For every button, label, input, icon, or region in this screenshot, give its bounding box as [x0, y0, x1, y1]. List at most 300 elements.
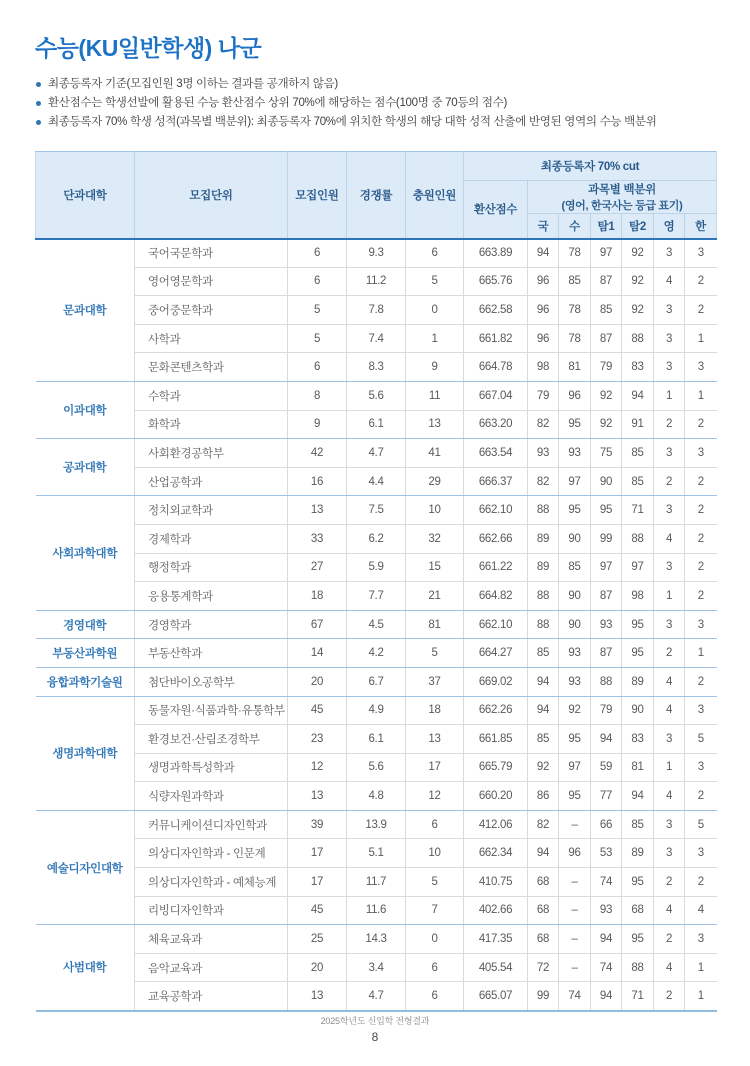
value-cell: 2 — [685, 868, 717, 897]
value-cell: – — [559, 953, 591, 982]
value-cell: 13.9 — [347, 810, 406, 839]
value-cell: 4.8 — [347, 782, 406, 811]
value-cell: 13 — [288, 782, 347, 811]
value-cell: 72 — [528, 953, 559, 982]
value-cell: 94 — [528, 696, 559, 725]
value-cell: 5.6 — [347, 753, 406, 782]
value-cell: 17 — [288, 868, 347, 897]
value-cell: 98 — [622, 582, 654, 611]
value-cell: 82 — [528, 410, 559, 439]
value-cell: 18 — [406, 696, 464, 725]
table-row — [36, 553, 717, 582]
value-cell: 74 — [559, 982, 591, 1011]
value-cell: 2 — [685, 296, 717, 325]
value-cell: 665.07 — [464, 982, 528, 1011]
note-text: 최종등록자 70% 학생 성적(과목별 백분위): 최종등록자 70%에 위치한 학생의 해당 대학 성적 산출에 반영된 영역의 수능 백분위 — [48, 116, 657, 128]
value-cell: 99 — [591, 524, 622, 553]
value-cell: 17 — [288, 839, 347, 868]
value-cell: 6.7 — [347, 667, 406, 696]
value-cell: 661.82 — [464, 324, 528, 353]
value-cell: 3 — [654, 725, 685, 754]
value-cell: 93 — [559, 667, 591, 696]
value-cell: 660.20 — [464, 782, 528, 811]
value-cell: 9.3 — [347, 239, 406, 268]
value-cell: 95 — [559, 725, 591, 754]
col-header-subject-inq2: 탐2 — [622, 214, 654, 239]
value-cell: 59 — [591, 753, 622, 782]
value-cell: 664.82 — [464, 582, 528, 611]
table-row — [36, 725, 717, 754]
col-header-subject-eng: 영 — [654, 214, 685, 239]
unit-cell: 음악교육과 — [135, 953, 288, 982]
value-cell: 45 — [288, 696, 347, 725]
value-cell: 94 — [528, 839, 559, 868]
value-cell: 74 — [591, 868, 622, 897]
value-cell: 6 — [288, 239, 347, 268]
value-cell: 20 — [288, 667, 347, 696]
value-cell: 1 — [654, 381, 685, 410]
percentile-subtitle: (영어, 한국사는 등급 표기) — [561, 200, 683, 212]
value-cell: 13 — [406, 725, 464, 754]
value-cell: 3 — [654, 810, 685, 839]
value-cell: 17 — [406, 753, 464, 782]
value-cell: 2 — [685, 582, 717, 611]
unit-cell: 행정학과 — [135, 553, 288, 582]
value-cell: 88 — [591, 667, 622, 696]
unit-cell: 리빙디자인학과 — [135, 896, 288, 925]
value-cell: 3 — [685, 239, 717, 268]
value-cell: 5 — [406, 868, 464, 897]
table-row — [36, 868, 717, 897]
value-cell: 2 — [685, 667, 717, 696]
value-cell: 78 — [559, 239, 591, 268]
value-cell: 2 — [685, 782, 717, 811]
value-cell: 664.78 — [464, 353, 528, 382]
value-cell: 95 — [622, 639, 654, 668]
value-cell: 0 — [406, 296, 464, 325]
value-cell: 1 — [654, 582, 685, 611]
value-cell: 92 — [622, 239, 654, 268]
value-cell: 2 — [654, 467, 685, 496]
unit-cell: 화학과 — [135, 410, 288, 439]
value-cell: 87 — [591, 639, 622, 668]
col-header-college: 단과대학 — [36, 152, 135, 239]
value-cell: 88 — [528, 496, 559, 525]
value-cell: 78 — [559, 324, 591, 353]
value-cell: 13 — [288, 496, 347, 525]
value-cell: 95 — [559, 410, 591, 439]
note-item — [35, 94, 716, 113]
value-cell: 5 — [685, 725, 717, 754]
value-cell: 402.66 — [464, 896, 528, 925]
college-cell: 경영대학 — [36, 610, 135, 639]
value-cell: 662.58 — [464, 296, 528, 325]
admission-results-table — [35, 151, 717, 1012]
value-cell: 94 — [591, 925, 622, 954]
value-cell: 4.5 — [347, 610, 406, 639]
value-cell: 68 — [528, 868, 559, 897]
value-cell: 667.04 — [464, 381, 528, 410]
table-row — [36, 410, 717, 439]
table-row — [36, 839, 717, 868]
value-cell: 94 — [528, 239, 559, 268]
value-cell: 94 — [622, 381, 654, 410]
unit-cell: 동물자원·식품과학·유통학부 — [135, 696, 288, 725]
value-cell: 92 — [591, 410, 622, 439]
value-cell: 68 — [528, 925, 559, 954]
value-cell: 90 — [559, 610, 591, 639]
value-cell: 74 — [591, 953, 622, 982]
value-cell: 5.6 — [347, 381, 406, 410]
value-cell: 85 — [591, 296, 622, 325]
value-cell: 7 — [406, 896, 464, 925]
table-row — [36, 381, 717, 410]
value-cell: 665.79 — [464, 753, 528, 782]
value-cell: 2 — [685, 410, 717, 439]
value-cell: 3 — [654, 296, 685, 325]
table-row — [36, 267, 717, 296]
value-cell: 13 — [288, 982, 347, 1011]
value-cell: 92 — [528, 753, 559, 782]
unit-cell: 영어영문학과 — [135, 267, 288, 296]
value-cell: 6.1 — [347, 410, 406, 439]
unit-cell: 환경보건·산림조경학부 — [135, 725, 288, 754]
value-cell: 89 — [622, 667, 654, 696]
value-cell: 4 — [654, 696, 685, 725]
value-cell: 81 — [622, 753, 654, 782]
college-cell: 이과대학 — [36, 381, 135, 438]
value-cell: 1 — [685, 953, 717, 982]
value-cell: 4 — [654, 667, 685, 696]
unit-cell: 국어국문학과 — [135, 239, 288, 268]
value-cell: 29 — [406, 467, 464, 496]
value-cell: 79 — [591, 353, 622, 382]
value-cell: 9 — [406, 353, 464, 382]
value-cell: 663.89 — [464, 239, 528, 268]
bullet-icon — [36, 101, 41, 106]
value-cell: 5 — [406, 267, 464, 296]
value-cell: 92 — [622, 267, 654, 296]
college-cell: 예술디자인대학 — [36, 810, 135, 924]
value-cell: 9 — [288, 410, 347, 439]
value-cell: 94 — [622, 782, 654, 811]
unit-cell: 문화콘텐츠학과 — [135, 353, 288, 382]
value-cell: 4.4 — [347, 467, 406, 496]
col-header-quota: 모집인원 — [288, 152, 347, 239]
value-cell: 95 — [591, 496, 622, 525]
value-cell: 11.7 — [347, 868, 406, 897]
table-row — [36, 896, 717, 925]
value-cell: 88 — [528, 582, 559, 611]
value-cell: 6 — [406, 982, 464, 1011]
value-cell: 5 — [288, 296, 347, 325]
value-cell: 92 — [591, 381, 622, 410]
value-cell: 11.2 — [347, 267, 406, 296]
value-cell: 97 — [591, 553, 622, 582]
table-row — [36, 239, 717, 268]
value-cell: 89 — [528, 524, 559, 553]
unit-cell: 응용통계학과 — [135, 582, 288, 611]
value-cell: 6 — [288, 267, 347, 296]
value-cell: 4.7 — [347, 982, 406, 1011]
value-cell: 96 — [528, 267, 559, 296]
value-cell: 3 — [685, 353, 717, 382]
table-row — [36, 696, 717, 725]
value-cell: 8 — [288, 381, 347, 410]
value-cell: 79 — [528, 381, 559, 410]
value-cell: 99 — [528, 982, 559, 1011]
value-cell: 77 — [591, 782, 622, 811]
value-cell: 405.54 — [464, 953, 528, 982]
value-cell: 3 — [654, 439, 685, 468]
value-cell: – — [559, 896, 591, 925]
college-cell: 공과대학 — [36, 439, 135, 496]
value-cell: 5 — [406, 639, 464, 668]
value-cell: 10 — [406, 839, 464, 868]
college-cell: 사회과학대학 — [36, 496, 135, 610]
value-cell: 67 — [288, 610, 347, 639]
unit-cell: 사회환경공학부 — [135, 439, 288, 468]
value-cell: 41 — [406, 439, 464, 468]
table-row — [36, 953, 717, 982]
col-header-transfer: 충원인원 — [406, 152, 464, 239]
value-cell: 2 — [685, 496, 717, 525]
value-cell: 79 — [591, 696, 622, 725]
value-cell: 3 — [654, 553, 685, 582]
table-row — [36, 496, 717, 525]
unit-cell: 생명과학특성학과 — [135, 753, 288, 782]
value-cell: 96 — [559, 381, 591, 410]
value-cell: 95 — [559, 782, 591, 811]
value-cell: 81 — [406, 610, 464, 639]
unit-cell: 교육공학과 — [135, 982, 288, 1011]
value-cell: 90 — [591, 467, 622, 496]
unit-cell: 의상디자인학과 - 예체능계 — [135, 868, 288, 897]
value-cell: 5.1 — [347, 839, 406, 868]
table-row — [36, 439, 717, 468]
table-row — [36, 782, 717, 811]
value-cell: 1 — [406, 324, 464, 353]
value-cell: 85 — [622, 467, 654, 496]
value-cell: 85 — [528, 639, 559, 668]
value-cell: 661.22 — [464, 553, 528, 582]
value-cell: 71 — [622, 982, 654, 1011]
value-cell: 14 — [288, 639, 347, 668]
value-cell: 10 — [406, 496, 464, 525]
value-cell: 85 — [559, 267, 591, 296]
value-cell: 2 — [654, 410, 685, 439]
value-cell: 95 — [622, 925, 654, 954]
value-cell: 88 — [528, 610, 559, 639]
value-cell: 412.06 — [464, 810, 528, 839]
unit-cell: 식량자원과학과 — [135, 782, 288, 811]
value-cell: 5 — [685, 810, 717, 839]
value-cell: 96 — [559, 839, 591, 868]
col-header-cut-group: 최종등록자 70% cut — [464, 152, 717, 181]
value-cell: 97 — [559, 753, 591, 782]
value-cell: 3 — [654, 839, 685, 868]
value-cell: 6 — [406, 239, 464, 268]
value-cell: 93 — [528, 439, 559, 468]
value-cell: 3 — [685, 610, 717, 639]
value-cell: 93 — [559, 439, 591, 468]
value-cell: 6.1 — [347, 725, 406, 754]
value-cell: 4.9 — [347, 696, 406, 725]
col-header-subject-kor: 국 — [528, 214, 559, 239]
value-cell: 7.4 — [347, 324, 406, 353]
value-cell: 66 — [591, 810, 622, 839]
note-item — [35, 113, 716, 132]
value-cell: 88 — [622, 324, 654, 353]
value-cell: 0 — [406, 925, 464, 954]
note-text: 최종등록자 기준(모집인원 3명 이하는 결과를 공개하지 않음) — [48, 78, 338, 90]
value-cell: 32 — [406, 524, 464, 553]
value-cell: 81 — [559, 353, 591, 382]
value-cell: 94 — [591, 982, 622, 1011]
value-cell: 93 — [591, 610, 622, 639]
value-cell: 4 — [654, 953, 685, 982]
value-cell: 1 — [685, 639, 717, 668]
page-title: 수능(KU일반학생) 나군 — [35, 35, 262, 61]
unit-cell: 부동산학과 — [135, 639, 288, 668]
results-table-body — [36, 239, 717, 1011]
value-cell: 37 — [406, 667, 464, 696]
col-header-unit: 모집단위 — [135, 152, 288, 239]
value-cell: 85 — [622, 810, 654, 839]
value-cell: 2 — [685, 553, 717, 582]
value-cell: 3 — [654, 496, 685, 525]
value-cell: 3 — [685, 839, 717, 868]
value-cell: 1 — [685, 381, 717, 410]
value-cell: 3 — [685, 925, 717, 954]
value-cell: 94 — [591, 725, 622, 754]
table-header — [36, 152, 717, 239]
value-cell: 82 — [528, 467, 559, 496]
value-cell: 85 — [622, 439, 654, 468]
value-cell: 15 — [406, 553, 464, 582]
value-cell: 3 — [654, 239, 685, 268]
value-cell: 3 — [685, 439, 717, 468]
value-cell: 663.20 — [464, 410, 528, 439]
value-cell: 68 — [528, 896, 559, 925]
unit-cell: 체육교육과 — [135, 925, 288, 954]
value-cell: 90 — [559, 582, 591, 611]
value-cell: 93 — [591, 896, 622, 925]
unit-cell: 첨단바이오공학부 — [135, 667, 288, 696]
value-cell: 88 — [622, 524, 654, 553]
value-cell: 417.35 — [464, 925, 528, 954]
value-cell: 23 — [288, 725, 347, 754]
value-cell: 11 — [406, 381, 464, 410]
value-cell: 3 — [654, 610, 685, 639]
value-cell: 410.75 — [464, 868, 528, 897]
value-cell: 2 — [654, 868, 685, 897]
table-row — [36, 524, 717, 553]
value-cell: 3 — [654, 353, 685, 382]
college-cell: 부동산과학원 — [36, 639, 135, 668]
value-cell: 85 — [528, 725, 559, 754]
value-cell: 3 — [654, 324, 685, 353]
value-cell: 97 — [622, 553, 654, 582]
value-cell: 20 — [288, 953, 347, 982]
table-row — [36, 582, 717, 611]
value-cell: 2 — [654, 639, 685, 668]
value-cell: 664.27 — [464, 639, 528, 668]
col-header-score: 환산점수 — [464, 181, 528, 239]
value-cell: 7.5 — [347, 496, 406, 525]
document-page — [35, 30, 716, 1012]
value-cell: 2 — [654, 982, 685, 1011]
unit-cell: 정치외교학과 — [135, 496, 288, 525]
note-item — [35, 75, 716, 94]
unit-cell: 의상디자인학과 - 인문계 — [135, 839, 288, 868]
unit-cell: 수학과 — [135, 381, 288, 410]
col-header-subject-inq1: 탐1 — [591, 214, 622, 239]
unit-cell: 경제학과 — [135, 524, 288, 553]
value-cell: 97 — [559, 467, 591, 496]
unit-cell: 커뮤니케이션디자인학과 — [135, 810, 288, 839]
value-cell: 85 — [559, 553, 591, 582]
table-row — [36, 639, 717, 668]
value-cell: 662.10 — [464, 496, 528, 525]
col-header-subject-hist: 한 — [685, 214, 717, 239]
value-cell: 95 — [622, 610, 654, 639]
value-cell: 4.2 — [347, 639, 406, 668]
note-text: 환산점수는 학생선발에 활용된 수능 환산점수 상위 70%에 해당하는 점수(100명 중 70등의 점수) — [48, 97, 508, 109]
value-cell: 83 — [622, 725, 654, 754]
value-cell: 4.7 — [347, 439, 406, 468]
value-cell: 88 — [622, 953, 654, 982]
value-cell: 90 — [559, 524, 591, 553]
value-cell: 2 — [685, 267, 717, 296]
value-cell: 95 — [559, 496, 591, 525]
value-cell: – — [559, 925, 591, 954]
value-cell: 3.4 — [347, 953, 406, 982]
value-cell: 1 — [685, 982, 717, 1011]
col-header-percentile-group — [528, 181, 717, 214]
bullet-icon — [36, 82, 41, 87]
value-cell: 4 — [654, 267, 685, 296]
value-cell: 12 — [406, 782, 464, 811]
value-cell: 14.3 — [347, 925, 406, 954]
value-cell: 4 — [654, 524, 685, 553]
value-cell: 87 — [591, 582, 622, 611]
value-cell: 94 — [528, 667, 559, 696]
unit-cell: 경영학과 — [135, 610, 288, 639]
value-cell: 45 — [288, 896, 347, 925]
value-cell: 21 — [406, 582, 464, 611]
value-cell: 1 — [685, 324, 717, 353]
value-cell: 95 — [622, 868, 654, 897]
percentile-title: 과목별 백분위 — [588, 184, 656, 196]
value-cell: 4 — [654, 782, 685, 811]
table-row — [36, 810, 717, 839]
bullet-icon — [36, 120, 41, 125]
value-cell: 3 — [685, 696, 717, 725]
value-cell: 25 — [288, 925, 347, 954]
col-header-ratio: 경쟁률 — [347, 152, 406, 239]
table-row — [36, 982, 717, 1011]
unit-cell: 사학과 — [135, 324, 288, 353]
value-cell: 8.3 — [347, 353, 406, 382]
value-cell: 4 — [654, 896, 685, 925]
table-row — [36, 467, 717, 496]
table-row — [36, 667, 717, 696]
value-cell: 27 — [288, 553, 347, 582]
value-cell: 666.37 — [464, 467, 528, 496]
value-cell: 87 — [591, 267, 622, 296]
value-cell: 92 — [559, 696, 591, 725]
